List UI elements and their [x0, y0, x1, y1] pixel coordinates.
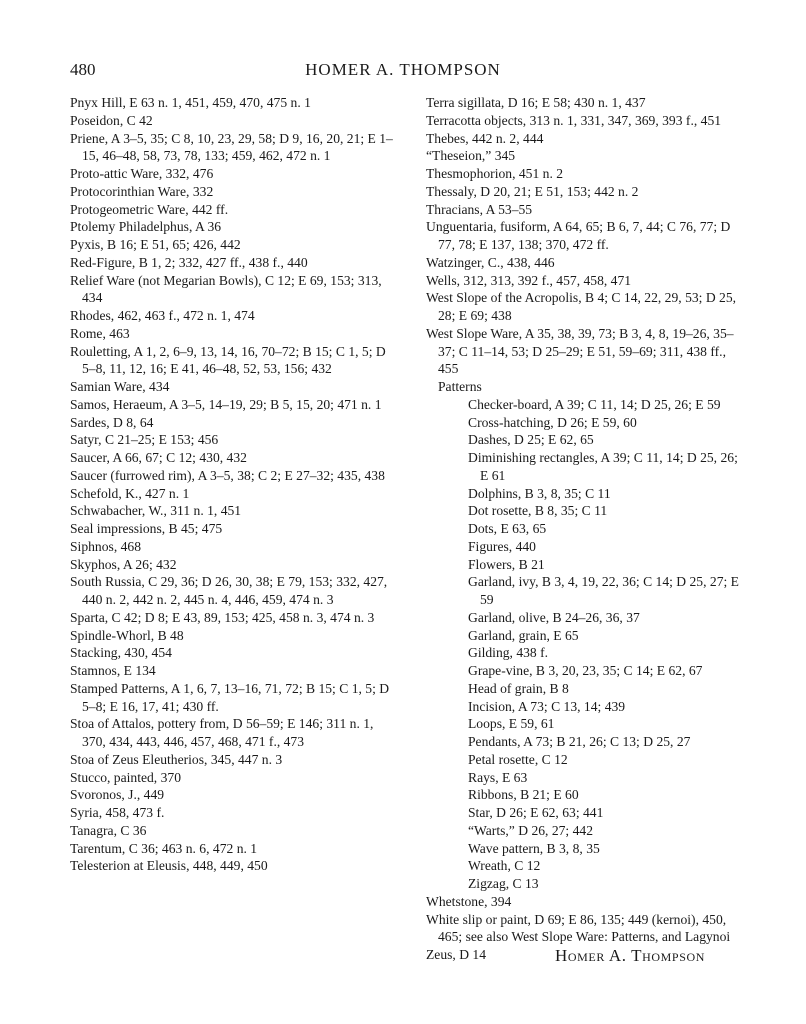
index-entry: Protogeometric Ware, 442 ff. — [70, 201, 229, 217]
index-entry: Stoa of Attalos, pottery from, D 56–59; E 146; 311 n. 1, 370, 434, 443, 446, 457, 468, 471 f., 473 — [70, 716, 374, 749]
pattern-entry: Head of grain, B 8 — [468, 680, 569, 696]
index-entry: Protocorinthian Ware, 332 — [70, 183, 214, 199]
index-entry: Stamnos, E 134 — [70, 663, 156, 678]
running-title: HOMER A. THOMPSON — [305, 60, 501, 79]
pattern-entry: Flowers, B 21 — [468, 556, 545, 572]
index-entry: West Slope Ware, A 35, 38, 39, 73; B 3, 4, 8, 19–26, 35–37; C 11–14, 53; D 25–29; E 51, 59–69; 311, 438 ff., 455 — [426, 325, 734, 377]
index-column-right — [426, 94, 746, 964]
index-entry: Skyphos, A 26; 432 — [70, 556, 177, 572]
index-entry: Red-Figure, B 1, 2; 332, 427 ff., 438 f., 440 — [70, 254, 308, 270]
pattern-entry: Wreath, C 12 — [468, 858, 541, 874]
index-entry: Rouletting, A 1, 2, 6–9, 13, 14, 16, 70–72; B 15; C 1, 5; D 5–8, 11, 12, 16; E 41, 46–48, 52, 53, 156; 432 — [70, 343, 386, 377]
pattern-entry: Dashes, D 25; E 62, 65 — [468, 432, 594, 448]
pattern-entry: Petal rosette, C 12 — [468, 751, 568, 767]
index-entry: Sardes, D 8, 64 — [70, 414, 154, 430]
index-entry: Unguentaria, fusiform, A 64, 65; B 6, 7, 44; C 76, 77; D 77, 78; E 137, 138; 370, 472 ff. — [426, 219, 731, 252]
index-entry: South Russia, C 29, 36; D 26, 30, 38; E 79, 153; 332, 427, 440 n. 2, 442 n. 2, 445 n. 4, 446, 459, 474 n. 3 — [70, 574, 388, 607]
index-entry: Pyxis, B 16; E 51, 65; 426, 442 — [70, 237, 241, 252]
index-entry: Tarentum, C 36; 463 n. 6, 472 n. 1 — [70, 840, 258, 856]
index-entry: Telesterion at Eleusis, 448, 449, 450 — [70, 858, 268, 874]
pattern-entry: Garland, olive, B 24–26, 36, 37 — [468, 609, 640, 625]
index-entry: Samos, Heraeum, A 3–5, 14–19, 29; B 5, 15, 20; 471 n. 1 — [70, 396, 382, 412]
pattern-entry: Loops, E 59, 61 — [468, 716, 555, 732]
index-entry: Saucer, A 66, 67; C 12; 430, 432 — [70, 450, 247, 465]
index-entry: Stoa of Zeus Eleutherios, 345, 447 n. 3 — [70, 751, 283, 767]
index-entry: Whetstone, 394 — [426, 893, 512, 909]
page-number: 480 — [70, 60, 96, 79]
index-entry: Svoronos, J., 449 — [70, 787, 165, 803]
index-entry: Ptolemy Philadelphus, A 36 — [70, 219, 222, 235]
pattern-entry: Garland, ivy, B 3, 4, 19, 22, 36; C 14; D 25, 27; E 59 — [468, 574, 739, 607]
index-entry: Rome, 463 — [70, 325, 130, 341]
index-entry: Zeus, D 14 — [426, 947, 487, 962]
index-entry: Relief Ware (not Megarian Bowls), C 12; E 69, 153; 313, 434 — [70, 272, 382, 306]
pattern-entry: Gilding, 438 f. — [468, 645, 549, 661]
pattern-entry: Ribbons, B 21; E 60 — [468, 787, 579, 803]
pattern-entry: Checker-board, A 39; C 11, 14; D 25, 26; E 59 — [468, 396, 721, 412]
pattern-entry: Grape-vine, B 3, 20, 23, 35; C 14; E 62, 67 — [468, 663, 703, 678]
pattern-entry: Wave pattern, B 3, 8, 35 — [468, 840, 600, 856]
index-entry: Pnyx Hill, E 63 n. 1, 451, 459, 470, 475 n. 1 — [70, 95, 311, 110]
pattern-entry: Garland, grain, E 65 — [468, 627, 579, 643]
index-entry: Priene, A 3–5, 35; C 8, 10, 23, 29, 58; D 9, 16, 20, 21; E 1–15, 46–48, 58, 73, 78, 133; 459, 462, 472 n. 1 — [70, 130, 393, 164]
index-entry: Terra sigillata, D 16; E 58; 430 n. 1, 437 — [426, 95, 646, 110]
index-entry: Samian Ware, 434 — [70, 379, 170, 394]
pattern-entry: Dolphins, B 3, 8, 35; C 11 — [468, 485, 611, 501]
pattern-entry: Diminishing rectangles, A 39; C 11, 14; D 25, 26; E 61 — [468, 450, 738, 483]
pattern-entry: Star, D 26; E 62, 63; 441 — [468, 805, 604, 820]
pattern-entry: Pendants, A 73; B 21, 26; C 13; D 25, 27 — [468, 734, 691, 749]
pattern-entry: Zigzag, C 13 — [468, 876, 539, 891]
index-entry: Thesmophorion, 451 n. 2 — [426, 166, 564, 181]
index-entry: West Slope of the Acropolis, B 4; C 14, 22, 29, 53; D 25, 28; E 69; 438 — [426, 290, 737, 323]
index-entry: Proto-attic Ware, 332, 476 — [70, 166, 214, 181]
pattern-entry: Dots, E 63, 65 — [468, 521, 547, 536]
author-signature: Homer A. Thompson — [555, 946, 705, 965]
index-entry: Thessaly, D 20, 21; E 51, 153; 442 n. 2 — [426, 183, 639, 199]
index-entry: Siphnos, 468 — [70, 538, 142, 554]
index-entry: Saucer (furrowed rim), A 3–5, 38; C 2; E 27–32; 435, 438 — [70, 467, 385, 483]
index-entry: Rhodes, 462, 463 f., 472 n. 1, 474 — [70, 308, 255, 323]
pattern-entry: Cross-hatching, D 26; E 59, 60 — [468, 414, 637, 430]
pattern-entry: Incision, A 73; C 13, 14; 439 — [468, 698, 626, 714]
index-entry: Schefold, K., 427 n. 1 — [70, 485, 190, 501]
index-entry: Seal impressions, B 45; 475 — [70, 521, 223, 536]
index-entry: Satyr, C 21–25; E 153; 456 — [70, 432, 219, 448]
index-entry: Schwabacher, W., 311 n. 1, 451 — [70, 503, 242, 519]
index-entry: Thracians, A 53–55 — [426, 201, 533, 217]
index-entry: Terracotta objects, 313 n. 1, 331, 347, 369, 393 f., 451 — [426, 112, 722, 128]
pattern-entry: Figures, 440 — [468, 538, 536, 554]
index-entry: Wells, 312, 313, 392 f., 457, 458, 471 — [426, 272, 632, 288]
index-column-left — [70, 94, 400, 875]
pattern-entry: Dot rosette, B 8, 35; C 11 — [468, 503, 608, 519]
index-entry: Poseidon, C 42 — [70, 112, 153, 128]
patterns-heading: Patterns — [438, 379, 482, 394]
pattern-entry: Rays, E 63 — [468, 769, 528, 785]
index-entry: Tanagra, C 36 — [70, 822, 147, 838]
index-entry: Stacking, 430, 454 — [70, 645, 172, 661]
index-entry: Syria, 458, 473 f. — [70, 805, 165, 820]
index-entry: Watzinger, C., 438, 446 — [426, 254, 555, 270]
index-entry: Stucco, painted, 370 — [70, 769, 181, 785]
index-entry: “Theseion,” 345 — [426, 148, 516, 164]
index-entry: Thebes, 442 n. 2, 444 — [426, 130, 544, 146]
pattern-entry: “Warts,” D 26, 27; 442 — [468, 822, 593, 838]
index-entry: White slip or paint, D 69; E 86, 135; 449 (kernoi), 450, 465; see also West Slope Ware: Patterns, and Lagynoi — [426, 911, 731, 945]
index-entry: Stamped Patterns, A 1, 6, 7, 13–16, 71, 72; B 15; C 1, 5; D 5–8; E 16, 17, 41; 430 ff. — [70, 680, 390, 714]
index-entry: Sparta, C 42; D 8; E 43, 89, 153; 425, 458 n. 3, 474 n. 3 — [70, 609, 375, 625]
index-entry: Spindle-Whorl, B 48 — [70, 627, 184, 643]
